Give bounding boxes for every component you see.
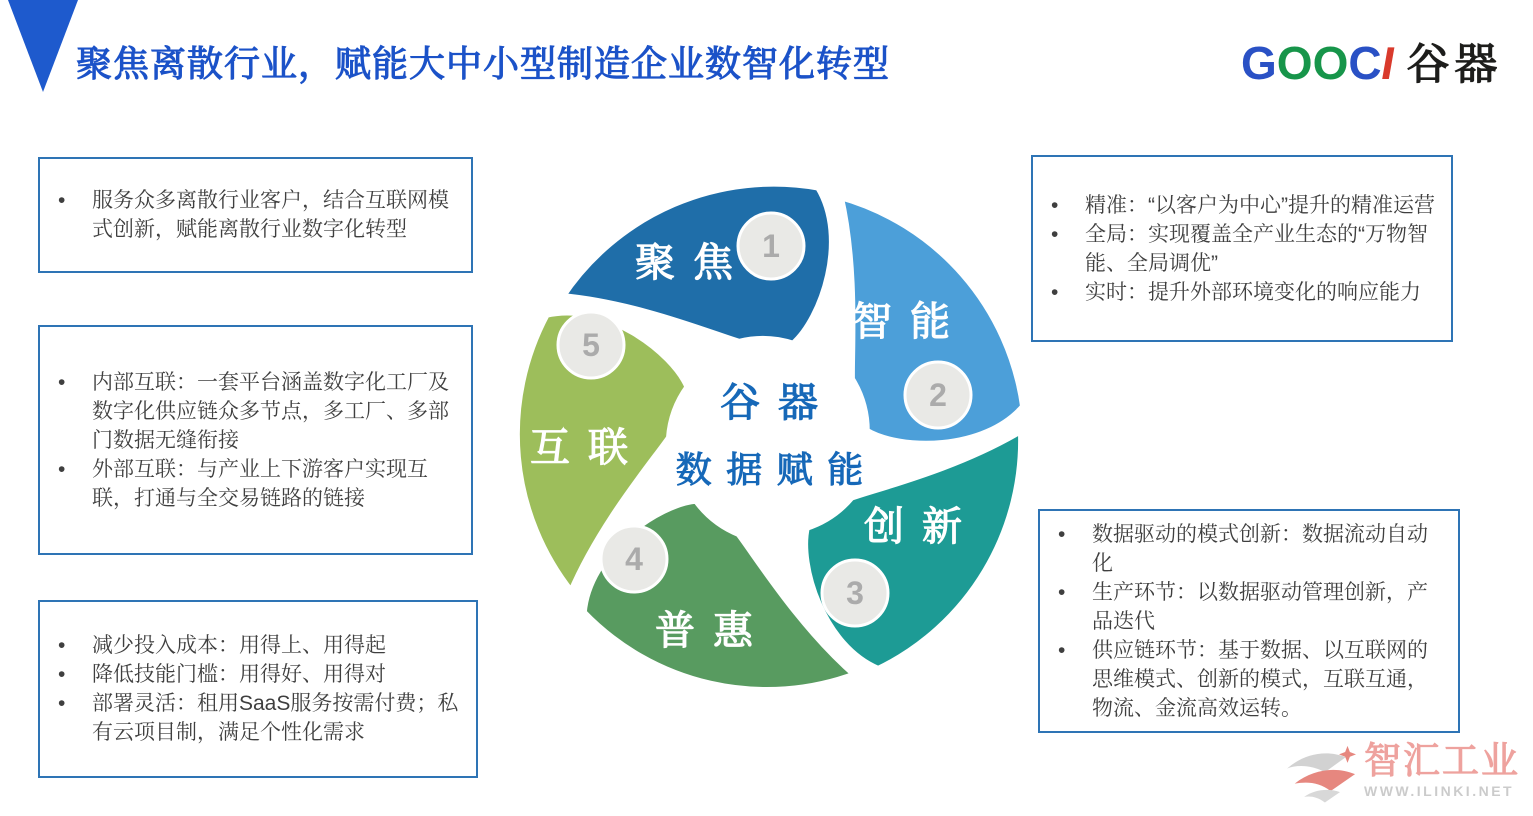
watermark-url-text: WWW.ILINKI.NET bbox=[1364, 783, 1515, 799]
watermark-swoosh-bottom bbox=[1304, 790, 1340, 803]
bullet-text: 精准：“以客户为中心”提升的精准运营 bbox=[1085, 193, 1435, 217]
watermark-swoosh-red bbox=[1295, 770, 1355, 791]
bullet-dot: • bbox=[58, 634, 66, 657]
left-panel-overview bbox=[38, 157, 473, 273]
hub-subtitle: 数 据 赋 能 bbox=[675, 449, 865, 491]
step-number-4: 4 bbox=[625, 541, 643, 577]
petal-label-intelligence: 智 能 bbox=[852, 298, 952, 345]
bullet-dot: • bbox=[1051, 193, 1059, 217]
left-panel-inclusive bbox=[38, 600, 478, 778]
bullet-dot: • bbox=[1051, 222, 1059, 246]
bullet-text: 内部互联：一套平台涵盖数字化工厂及数字化供应链众多节点，多工厂、多部门数据无缝衔接 bbox=[92, 370, 449, 452]
list-item bbox=[54, 186, 461, 244]
list-item bbox=[1054, 636, 1448, 723]
bullet-text: 服务众多离散行业客户，结合互联网模式创新，赋能离散行业数字化转型 bbox=[92, 189, 449, 241]
left-panel-interconnect bbox=[38, 325, 473, 555]
list-item bbox=[54, 368, 461, 455]
logo-cn-name: 谷器 bbox=[1406, 41, 1503, 89]
bullet-text: 数据驱动的模式创新：数据流动自动化 bbox=[1092, 522, 1428, 575]
list-item bbox=[54, 689, 466, 747]
bullet-text: 外部互联：与产业上下游客户实现互联，打通与全交易链路的链接 bbox=[92, 457, 428, 510]
step-number-2: 2 bbox=[929, 377, 947, 413]
bullet-dot: • bbox=[58, 663, 66, 686]
list-item bbox=[54, 660, 466, 689]
petal-label-innovation: 创 新 bbox=[864, 503, 964, 550]
bullet-dot: • bbox=[1058, 522, 1066, 546]
logo-letter-g: G bbox=[1241, 37, 1277, 89]
watermark-swoosh-top bbox=[1287, 753, 1345, 772]
list-item bbox=[1054, 520, 1448, 578]
bullet-text: 降低技能门槛：用得好、用得对 bbox=[92, 663, 386, 686]
right-panel-innovation bbox=[1038, 509, 1460, 733]
bullet-text: 供应链环节：基于数据、以互联网的思维模式、创新的模式，互联互通，物流、金流高效运转。 bbox=[1092, 638, 1428, 720]
watermark-logo-icon bbox=[1284, 744, 1362, 810]
circular-flow-diagram bbox=[495, 163, 1045, 713]
logo-letter-i: I bbox=[1376, 37, 1399, 89]
bullet-text: 生产环节：以数据驱动管理创新，产品迭代 bbox=[1092, 580, 1428, 633]
bullet-dot: • bbox=[58, 692, 66, 715]
list-item bbox=[54, 631, 466, 660]
bullet-dot: • bbox=[1058, 580, 1066, 604]
logo-letter-o1: O bbox=[1276, 37, 1313, 89]
list-item bbox=[1047, 278, 1441, 307]
bullet-text: 部署灵活：租用SaaS服务按需付费；私有云项目制，满足个性化需求 bbox=[92, 692, 459, 744]
bullet-dot: • bbox=[58, 189, 66, 212]
watermark bbox=[1284, 740, 1533, 816]
list-item bbox=[54, 455, 461, 513]
bullet-text: 实时：提升外部环境变化的响应能力 bbox=[1085, 280, 1421, 304]
step-number-1: 1 bbox=[762, 228, 780, 264]
step-number-3: 3 bbox=[846, 575, 864, 611]
bullet-dot: • bbox=[58, 457, 66, 481]
list-item bbox=[1047, 220, 1441, 278]
bullet-dot: • bbox=[1051, 280, 1059, 304]
petal-label-interconnect: 互 联 bbox=[530, 424, 630, 471]
watermark-sparkle bbox=[1339, 746, 1356, 763]
petal-label-inclusive: 普 惠 bbox=[655, 607, 755, 654]
logo-letter-o2: O bbox=[1312, 37, 1349, 89]
watermark-brand-text: 智汇工业 bbox=[1364, 740, 1520, 781]
logo-letter-c: C bbox=[1348, 37, 1382, 89]
title-triangle-decoration bbox=[8, 0, 78, 92]
list-item bbox=[1054, 578, 1448, 636]
bullet-dot: • bbox=[1058, 638, 1066, 662]
right-panel-intelligence bbox=[1031, 155, 1453, 342]
step-number-5: 5 bbox=[582, 327, 600, 363]
petal-label-focus: 聚 焦 bbox=[635, 239, 735, 286]
bullet-dot: • bbox=[58, 370, 66, 394]
list-item bbox=[1047, 191, 1441, 220]
page-title: 聚焦离散行业，赋能大中小型制造企业数智化转型 bbox=[76, 43, 891, 84]
hub-title: 谷 器 bbox=[720, 379, 820, 426]
bullet-text: 全局：实现覆盖全产业生态的“万物智能、全局调优” bbox=[1085, 222, 1428, 275]
bullet-text: 减少投入成本：用得上、用得起 bbox=[92, 634, 386, 657]
brand-logo bbox=[1241, 38, 1502, 90]
